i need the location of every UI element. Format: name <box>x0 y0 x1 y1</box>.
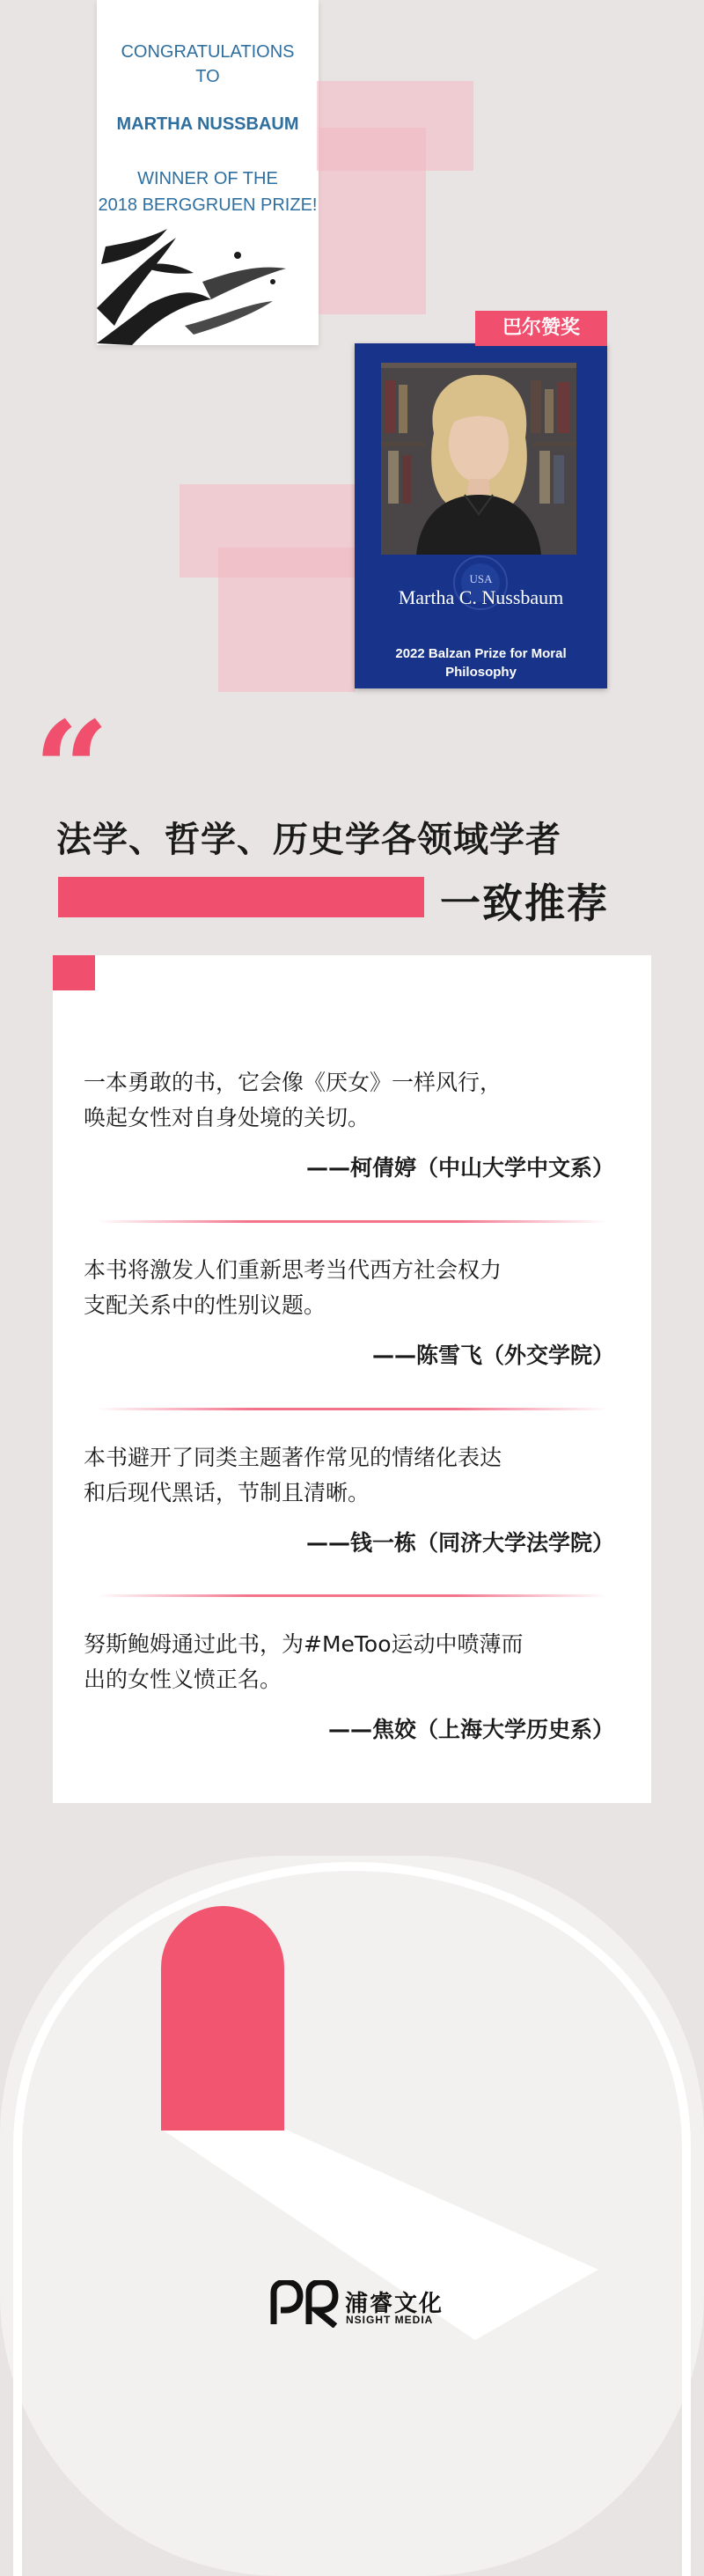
quote-3-text <box>84 1440 629 1511</box>
quote-4-line-1: 努斯鲍姆通过此书，为#MeToo运动中喷薄而 <box>84 1631 524 1657</box>
balzan-country: USA <box>469 572 493 585</box>
quote-4-line-2: 出的女性义愤正名。 <box>84 1667 282 1692</box>
quote-1-author: ——柯倩婷（中山大学中文系） <box>305 1155 614 1181</box>
logo-english-name: NSIGHT MEDIA <box>346 2314 434 2326</box>
portrait-illustration <box>381 363 576 555</box>
headline-line-1: 法学、哲学、历史学各领域学者 <box>56 820 561 860</box>
to-text: TO <box>195 67 220 86</box>
quote-3-author: ——钱一栋（同济大学法学院） <box>305 1530 614 1556</box>
headline-line-2: 一致推荐 <box>440 880 609 927</box>
quote-3-line-2: 和后现代黑话，节制且清晰。 <box>84 1480 370 1505</box>
quote-divider <box>97 1220 607 1223</box>
quote-3-line-1: 本书避开了同类主题著作常见的情绪化表达 <box>84 1445 502 1470</box>
quote-2-author: ——陈雪飞（外交学院） <box>371 1343 614 1368</box>
quote-divider <box>97 1594 607 1597</box>
quote-divider <box>97 1408 607 1410</box>
quote-1-line-2: 唤起女性对自身处境的关切。 <box>84 1105 370 1130</box>
pink-decor-block <box>319 128 426 314</box>
congratulations-text: CONGRATULATIONS <box>121 42 295 62</box>
quote-1-text <box>84 1065 629 1136</box>
nsight-logo-icon <box>268 2280 341 2328</box>
balzan-prize-line-1: 2022 Balzan Prize for Moral <box>395 646 567 661</box>
balzan-prize-line-2: Philosophy <box>445 665 517 680</box>
quote-2-line-2: 支配关系中的性别议题。 <box>84 1292 326 1318</box>
quote-1-line-1: 一本勇敢的书，它会像《厌女》一样风行， <box>84 1070 502 1095</box>
winner-name: MARTHA NUSSBAUM <box>116 114 299 134</box>
balzan-tag: 巴尔赞奖 <box>475 311 607 346</box>
quote-2-line-1: 本书将激发人们重新思考当代西方社会权力 <box>84 1257 502 1283</box>
balzan-laureate-name: Martha C. Nussbaum <box>398 586 564 608</box>
quote-4-text <box>84 1627 629 1697</box>
winner-line-1: WINNER OF THE <box>137 169 278 188</box>
portrait-photo <box>381 363 576 555</box>
quote-4-author: ——焦姣（上海大学历史系） <box>327 1717 614 1742</box>
pink-door <box>161 1906 284 2131</box>
quote-mark-icon: “ <box>33 693 110 848</box>
corner-accent-tab <box>53 955 95 990</box>
winner-line-2: 2018 BERGGRUEN PRIZE! <box>98 195 318 215</box>
ink-brush-decoration <box>97 220 319 345</box>
berggruen-prize-card <box>97 0 319 345</box>
headline-accent-bar <box>58 877 424 917</box>
pink-decor-block <box>218 548 356 692</box>
logo-chinese-name: 浦睿文化 <box>345 2291 444 2317</box>
balzan-prize-title <box>365 644 597 681</box>
quote-2-text <box>84 1253 629 1323</box>
